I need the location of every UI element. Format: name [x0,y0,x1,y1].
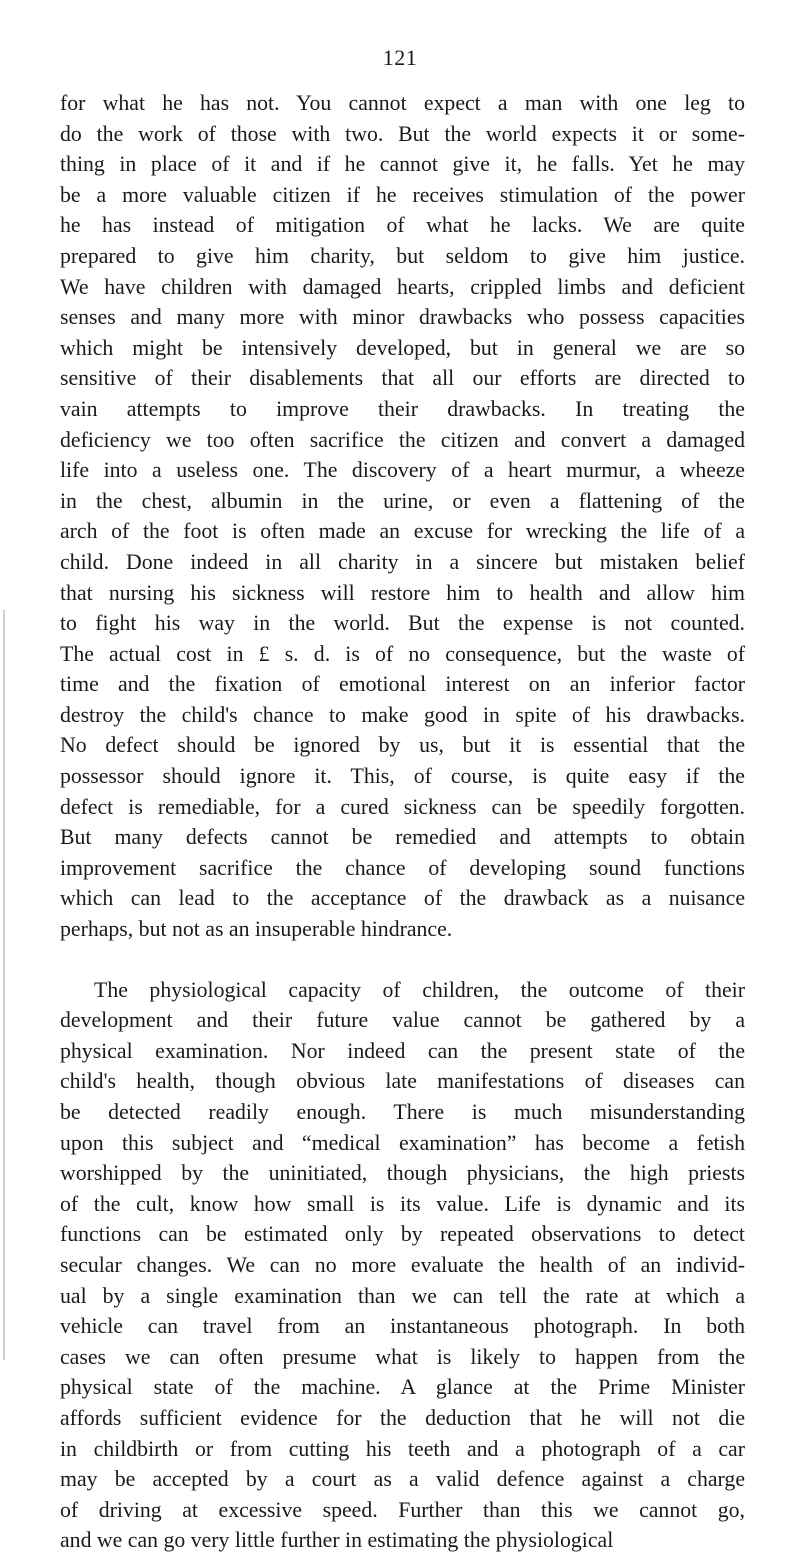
text-line: time and the fixation of emotional interest on an inferior factor [60,672,745,697]
text-line: The actual cost in £ s. d. is of no consequence, but the waste of [60,641,745,666]
text-line: sensitive of their disablements that all our efforts are directed to [60,366,745,391]
text-line: cases we can often presume what is likely to happen from the [60,1344,745,1369]
body-text [60,88,745,1556]
text-line: for what he has not. You cannot expect a man with one leg to [60,91,745,115]
text-line: of the cult, know how small is its value. Life is dynamic and its [60,1191,745,1216]
text-line: defect is remediable, for a cured sickness can be speedily forgotten. [60,794,745,819]
text-line: in childbirth or from cutting his teeth and a photograph of a car [60,1436,745,1461]
text-line: vehicle can travel from an instantaneous photograph. In both [60,1314,745,1339]
text-line: which can lead to the acceptance of the drawback as a nuisance [60,886,745,911]
text-line: may be accepted by a court as a valid defence against a charge [60,1467,745,1492]
paragraph-gap [60,945,745,975]
text-line: ual by a single examination than we can tell the rate at which a [60,1283,745,1308]
text-line: prepared to give him charity, but seldom to give him justice. [60,243,745,268]
text-line: do the work of those with two. But the world expects it or some- [60,121,745,146]
text-line: development and their future value cannot be gathered by a [60,1008,745,1033]
text-line: No defect should be ignored by us, but it is essential that the [60,733,745,758]
text-line: improvement sacrifice the chance of developing sound functions [60,855,745,880]
paragraph-1 [60,88,745,945]
text-line: worshipped by the uninitiated, though physicians, the high priests [60,1161,745,1186]
text-line: senses and many more with minor drawbacks who possess capacities [60,305,745,330]
paragraph-2 [60,975,745,1556]
text-line: arch of the foot is often made an excuse for wrecking the life of a [60,519,745,544]
text-line: perhaps, but not as an insuperable hindrance. [60,917,453,942]
text-line: vain attempts to improve their drawbacks. In treating the [60,396,745,421]
text-line: But many defects cannot be remedied and attempts to obtain [60,825,745,850]
text-line: child. Done indeed in all charity in a sincere but mistaken belief [60,549,745,574]
page-number: 121 [382,45,418,70]
text-line: We have children with damaged hearts, crippled limbs and deficient [60,274,745,299]
text-line: to fight his way in the world. But the expense is not counted. [60,611,745,636]
text-line: that nursing his sickness will restore him to health and allow him [60,580,745,605]
text-line: functions can be estimated only by repeated observations to detect [60,1222,745,1247]
text-line: destroy the child's chance to make good in spite of his drawbacks. [60,702,745,727]
text-line: be a more valuable citizen if he receives stimulation of the power [60,182,745,207]
binding-edge-shadow [3,610,5,1360]
text-line: The physiological capacity of children, the outcome of their [94,977,745,1002]
text-line: upon this subject and “medical examination” has become a fetish [60,1130,745,1155]
text-line: in the chest, albumin in the urine, or even a flattening of the [60,488,745,513]
text-line: affords sufficient evidence for the deduction that he will not die [60,1405,745,1430]
text-line: deficiency we too often sacrifice the citizen and convert a damaged [60,427,745,452]
text-line: be detected readily enough. There is much misunderstanding [60,1100,745,1124]
text-line: life into a useless one. The discovery of a heart murmur, a wheeze [60,458,745,483]
text-line: he has instead of mitigation of what he lacks. We are quite [60,213,745,238]
text-line: which might be intensively developed, but in general we are so [60,335,745,360]
text-line: possessor should ignore it. This, of course, is quite easy if the [60,764,745,789]
text-line: and we can go very little further in estimating the physiological [60,1528,614,1553]
text-line: secular changes. We can no more evaluate the health of an individ- [60,1252,745,1277]
text-line: thing in place of it and if he cannot give it, he falls. Yet he may [60,152,745,177]
text-line: child's health, though obvious late manifestations of diseases can [60,1069,745,1094]
text-line: physical state of the machine. A glance at the Prime Minister [60,1375,745,1400]
text-line: of driving at excessive speed. Further than this we cannot go, [60,1497,745,1522]
text-line: physical examination. Nor indeed can the present state of the [60,1038,745,1063]
